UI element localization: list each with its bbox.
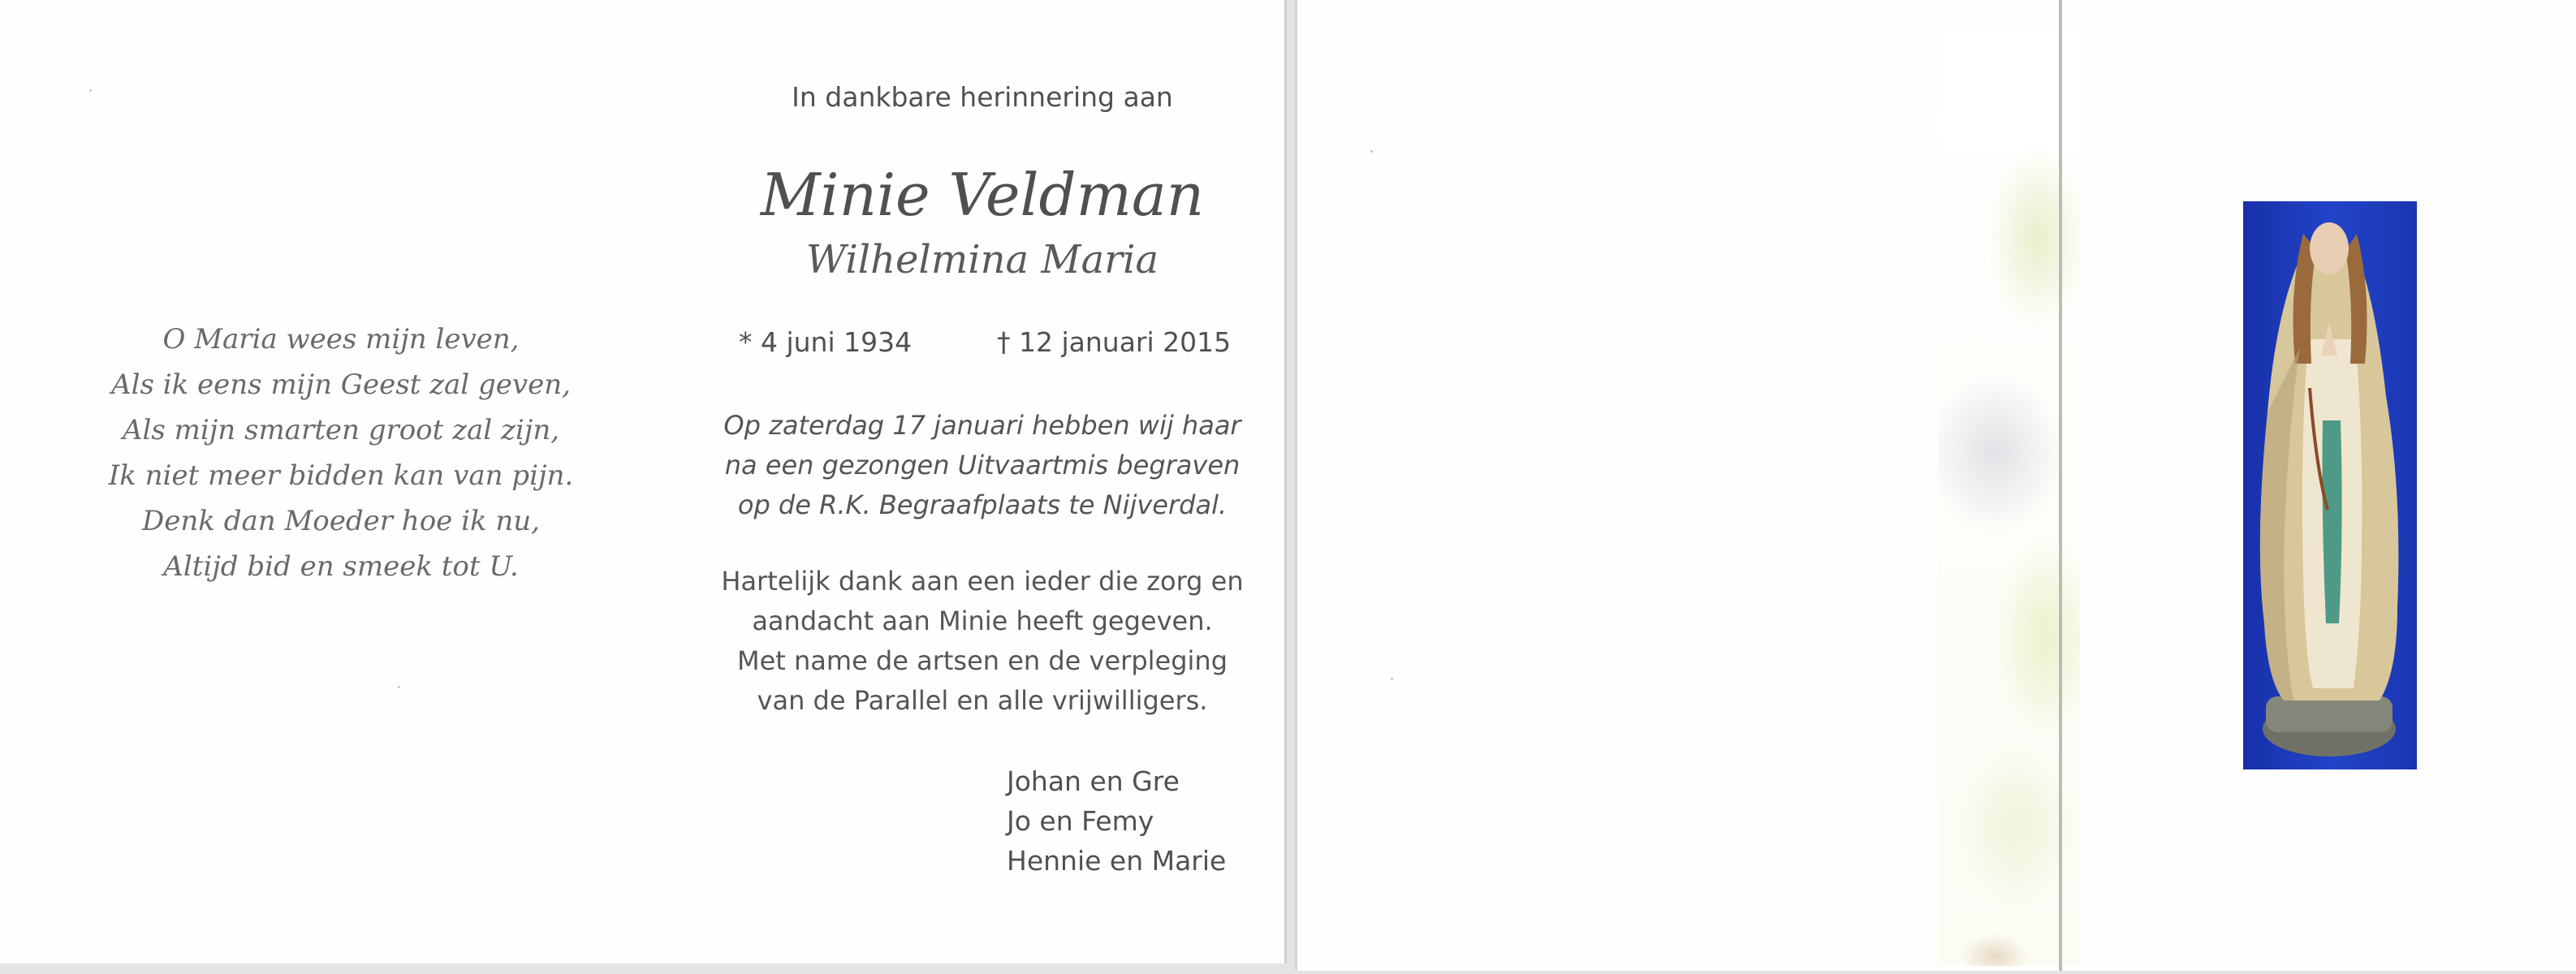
poem-line: Denk dan Moeder hoe ik nu, bbox=[142, 505, 540, 537]
intro-text: In dankbare herinnering aan bbox=[792, 81, 1173, 113]
paper-speck bbox=[1370, 150, 1373, 153]
thanks-line: Hartelijk dank aan een ieder die zorg en bbox=[721, 566, 1244, 597]
thanks-line: Met name de artsen en de verpleging bbox=[736, 645, 1228, 676]
poem-line: Altijd bid en smeek tot U. bbox=[163, 550, 519, 583]
death-date: † 12 januari 2015 bbox=[997, 326, 1232, 358]
signers-list bbox=[1007, 761, 1226, 881]
funeral-line: na een gezongen Uitvaartmis begraven bbox=[724, 450, 1241, 481]
thanks-notice bbox=[698, 562, 1266, 721]
poem-line: Als mijn smarten groot zal zijn, bbox=[122, 414, 560, 446]
fold-line bbox=[2059, 0, 2062, 971]
paper-speck bbox=[1391, 678, 1393, 680]
deceased-name: Minie Veldman bbox=[760, 161, 1205, 229]
paper-speck bbox=[398, 686, 400, 688]
signer: Johan en Gre bbox=[1007, 765, 1180, 797]
funeral-line: op de R.K. Begraafplaats te Nijverdal. bbox=[737, 489, 1228, 520]
paper-speck bbox=[89, 89, 92, 92]
poem-line: O Maria wees mijn leven, bbox=[162, 323, 520, 356]
prayer-poem bbox=[65, 317, 617, 589]
thanks-line: aandacht aan Minie heeft gegeven. bbox=[752, 606, 1213, 636]
virgin-mary-statue-photo bbox=[2243, 201, 2417, 769]
thanks-line: van de Parallel en alle vrijwilligers. bbox=[757, 685, 1208, 716]
poem-line: Ik niet meer bidden kan van pijn. bbox=[108, 459, 574, 492]
poem-line: Als ik eens mijn Geest zal geven, bbox=[111, 368, 571, 401]
signer: Hennie en Marie bbox=[1007, 845, 1227, 877]
funeral-notice bbox=[698, 406, 1266, 525]
card-left-spread bbox=[0, 0, 1287, 963]
given-names: Wilhelmina Maria bbox=[805, 237, 1159, 282]
signer: Jo en Femy bbox=[1007, 805, 1154, 837]
funeral-line: Op zaterdag 17 januari hebben wij haar bbox=[723, 410, 1241, 441]
birth-date: * 4 juni 1934 bbox=[739, 326, 913, 358]
statue-illustration bbox=[2243, 201, 2417, 769]
